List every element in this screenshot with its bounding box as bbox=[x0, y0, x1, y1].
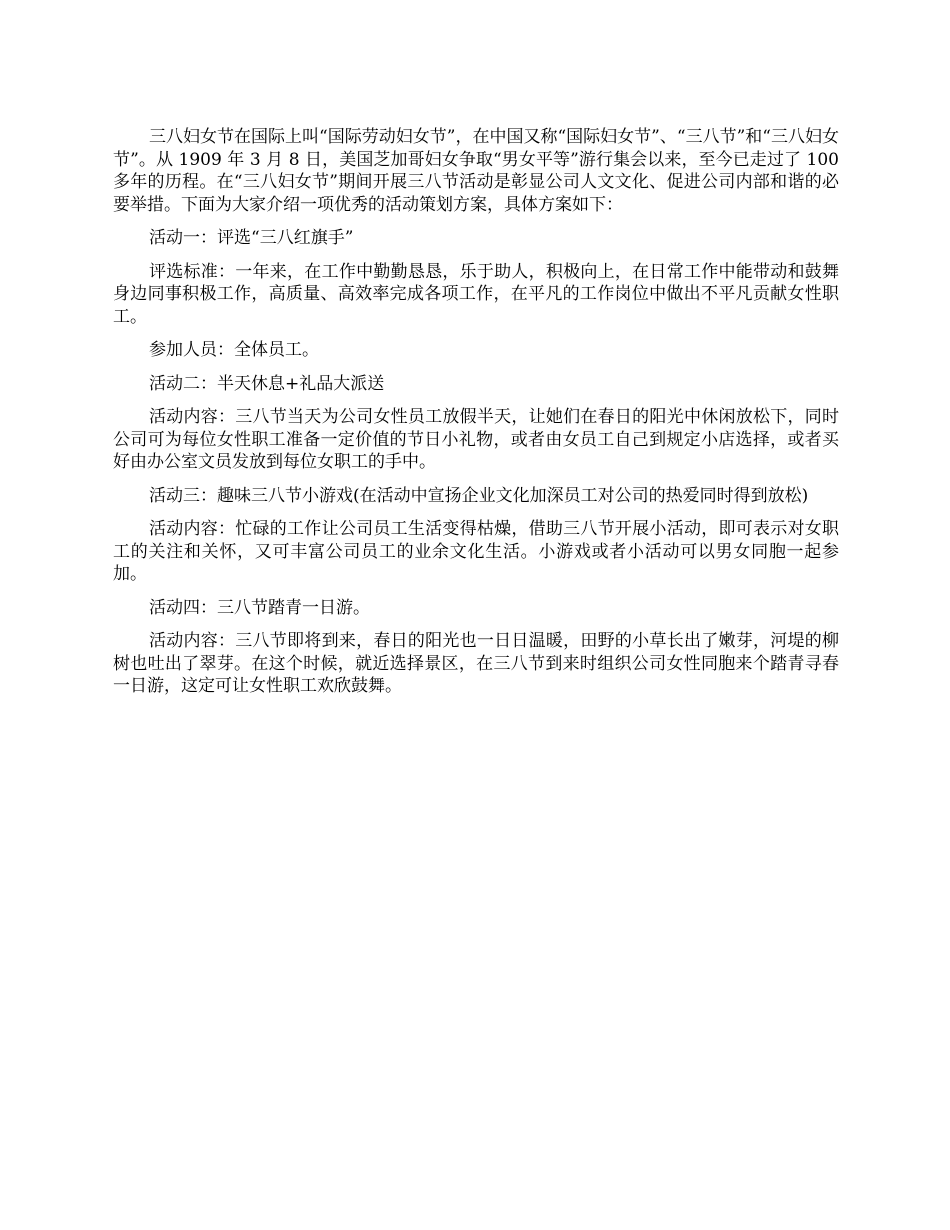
activity-two-heading: 活动二：半天休息+礼品大派送 bbox=[149, 373, 385, 394]
document-body bbox=[113, 126, 839, 709]
activity-three-heading: 活动三：趣味三八节小游戏(在活动中宣扬企业文化加深员工对公司的热爱同时得到放松) bbox=[149, 485, 809, 506]
activity-two-content: 活动内容：三八节当天为公司女性员工放假半天，让她们在春日的阳光中休闲放松下，同时公司可为每位女性职工准备一定价值的节日小礼物，或者由女员工自己到规定小店选择，或者买好由办公室文员发放到每位女职工的手中。 bbox=[113, 407, 839, 472]
activity-four-content: 活动内容：三八节即将到来，春日的阳光也一日日温暖，田野的小草长出了嫩芽，河堤的柳树也吐出了翠芽。在这个时候，就近选择景区，在三八节到来时组织公司女性同胞来个踏青寻春一日游，这定可让女性职工欢欣鼓舞。 bbox=[113, 631, 839, 696]
intro-paragraph: 三八妇女节在国际上叫“国际劳动妇女节”，在中国又称“国际妇女节”、“三八节”和“三八妇女节”。从 1909 年 3 月 8 日，美国芝加哥妇女争取“男女平等”游行集会以来，至今已走过了 100 多年的历程。在“三八妇女节”期间开展三八节活动是彰显公司人文文化、促进公司内部和谐的必要举措。下面为大家介绍一项优秀的活动策划方案，具体方案如下： bbox=[113, 127, 839, 215]
activity-three-content: 活动内容：忙碌的工作让公司员工生活变得枯燥，借助三八节开展小活动，即可表示对女职工的关注和关怀，又可丰富公司员工的业余文化生活。小游戏或者小活动可以男女同胞一起参加。 bbox=[113, 519, 839, 584]
activity-four-heading: 活动四：三八节踏青一日游。 bbox=[149, 597, 370, 618]
activity-one-heading: 活动一：评选“三八红旗手” bbox=[149, 228, 354, 248]
participants-paragraph: 参加人员：全体员工。 bbox=[149, 340, 319, 360]
selection-criteria-paragraph: 评选标准：一年来，在工作中勤勤恳恳，乐于助人，积极向上，在日常工作中能带动和鼓舞身边同事积极工作，高质量、高效率完成各项工作，在平凡的工作岗位中做出不平凡贡献女性职工。 bbox=[113, 261, 839, 327]
